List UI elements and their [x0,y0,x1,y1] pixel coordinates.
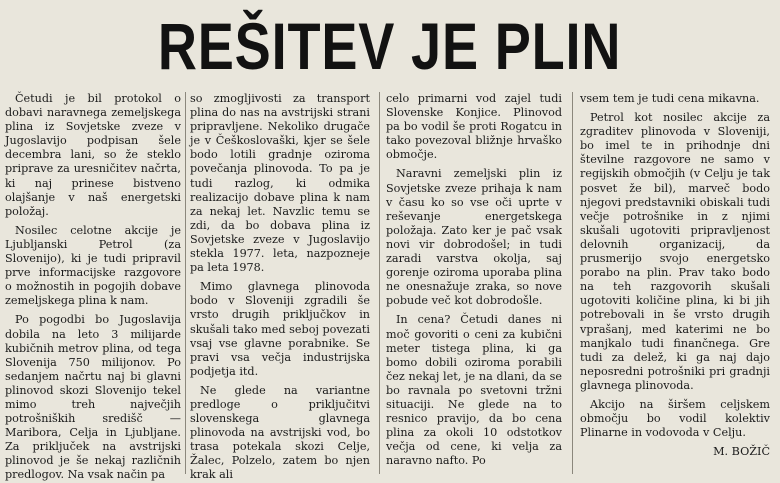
paragraph: In cena? Četudi danes ni moč govoriti o ceni za kubični meter tistega plina, ki ga bomo dobili oziroma porabili čez nekaj let, je na dlani, da se bo ravnala po svetovni tržni situaciji. Ne glede na to resnico pravijo, da bo cena plina za okoli 10 odstotkov večja od cene, ki velja za naravno nafto. Po [386,313,562,468]
article-column-3 [386,92,562,468]
paragraph: Mimo glavnega plinovoda bodo v Sloveniji zgradili še vrsto drugih priključkov in skušali tako med seboj povezati vsaj vse glavne porabnike. Se pravi vsa večja industrijska podjetja itd. [190,280,370,378]
paragraph: Četudi je bil protokol o dobavi naravnega zemeljskega plina iz Sovjetske zveze v Jugoslavijo podpisan šele decembra lani, so že steklo priprave za uresničitev načrta, ki naj prinese bistveno olajšanje v naš energetski položaj. [5,92,181,218]
paragraph: Petrol kot nosilec akcije za zgraditev plinovoda v Sloveniji, bo imel te in prihodnje dni številne razgovore ne samo v regijskih območjih (v Celju je tak posvet že bil), marveč bodo njegovi predstavniki obiskali tudi večje potrošnike in z njimi skušali ugotoviti pripravljenost delovnih organizacij, da prusmerijo svojo energetsko porabo na plin. Prav tako bodo na teh razgovorih skušali ugotoviti količine plina, ki bi jih potrebovali in še vrsto drugih vprašanj, med katerimi ne bo manjkalo tudi finančnega. Gre tudi za delež, ki ga naj dajo neposredni potrošniki pri gradnji glavnega plinovoda. [580,111,770,392]
paragraph: so zmogljivosti za transport plina do nas na avstrijski strani pripravljene. Nekoliko drugače je v Češkoslovaški, kjer se šele bodo lotili gradnje oziroma povečanja plinovoda. To pa je tudi razlog, ki odmika realizacijo dobave plina k nam za nekaj let. Navzlic temu se zdi, da bo dobava plina iz Sovjetske zveze v Jugoslavijo stekla 1977. leta, nazpozneje pa leta 1978. [190,92,370,275]
paragraph: vsem tem je tudi cena mikavna. [580,92,760,105]
paragraph: Ne glede na variantne predloge o priključitvi slovenskega glavnega plinovoda na avstrijski vod, bo trasa potekala skozi Celje, Žalec, Polzelo, zatem bo njen krak ali [190,383,370,482]
author-signature: M. BOŽIČ [713,445,770,459]
article-column-1 [5,92,181,483]
article-column-4 [580,92,770,459]
paragraph: celo primarni vod zajel tudi Slovenske Konjice. Plinovod pa bo vodil še proti Rogatcu in tako povezoval bližnje hrvaško območje. [386,92,562,162]
column-divider [379,92,380,474]
column-divider [185,92,186,474]
headline-area [0,6,780,86]
paragraph: Po pogodbi bo Jugoslavija dobila na leto 3 milijarde kubičnih metrov plina, od tega Slovenija 750 milijonov. Po sedanjem načrtu naj bi glavni plinovod skozi Slovenijo tekel mimo treh največjih potrošniških središč — Maribora, Celja in Ljubljane. Za priključek na avstrijski plinovod je še nekaj različnih predlogov. Na vsak način pa [5,313,181,482]
column-divider [572,92,573,474]
paragraph: Nosilec celotne akcije je Ljubljanski Petrol (za Slovenijo), ki je tudi pripravil prve informacijske razgovore o možnostih in pogojih dobave zemeljskega plina k nam. [5,223,181,308]
headline: REŠITEV JE PLIN [158,9,622,83]
paragraph: Naravni zemeljski plin iz Sovjetske zveze prihaja k nam v času ko so vse oči uprte v reševanje energetskega položaja. Zato ker je pač vsak novi vir dobrodošel; in tudi zaradi varstva okolja, saj gorenje oziroma uporaba plina ne onesnažuje zraka, so nove pobude več kot dobrodošle. [386,167,562,308]
article-column-2 [190,92,370,483]
paragraph: Akcijo na širšem celjskem območju bo vodil kolektiv Plinarne in vodovoda v Celju. [580,397,770,440]
